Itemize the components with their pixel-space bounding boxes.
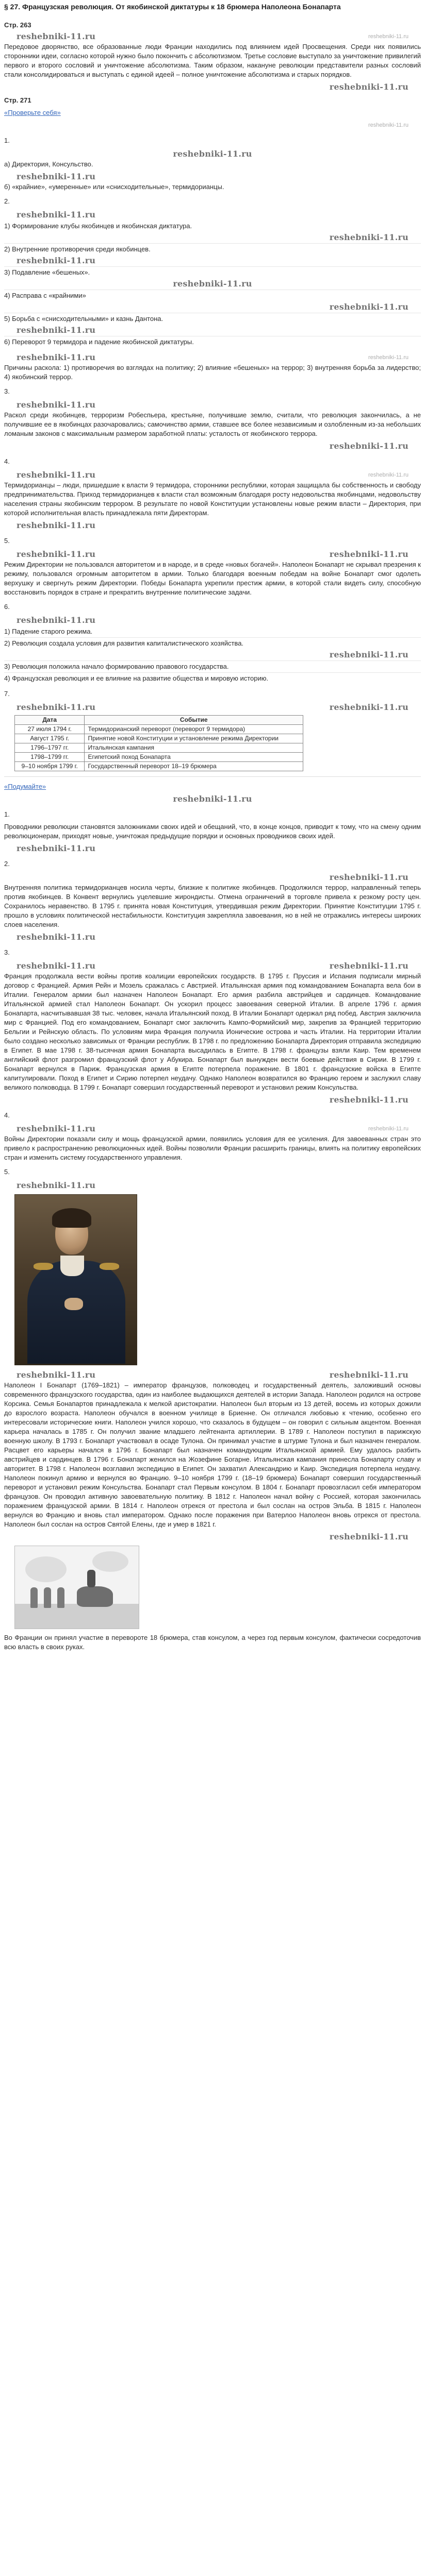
watermark: reshebniki-11.ru (329, 702, 408, 712)
watermark: reshebniki-11.ru (329, 1532, 408, 1541)
question-number: 2. (4, 197, 10, 205)
watermark: reshebniki-11.ru (329, 232, 408, 242)
question-number: 3. (4, 387, 10, 395)
watermark: reshebniki-11.ru (17, 1370, 96, 1380)
watermark: reshebniki-11.ru (329, 82, 408, 92)
table-cell-date: Август 1795 г. (15, 734, 85, 743)
question-number: 2. (4, 860, 10, 868)
watermark: reshebniki-11.ru (17, 210, 96, 219)
portrait-hair (52, 1208, 91, 1228)
table-cell-event: Итальянская кампания (85, 743, 303, 753)
table-row (15, 753, 303, 762)
table-row (15, 734, 303, 743)
table-header-event: Событие (85, 716, 303, 725)
watermark: reshebniki-11.ru (17, 352, 96, 362)
table-cell-event: Принятие новой Конституции и установление режима Директории (85, 734, 303, 743)
portrait-epaulette (34, 1263, 53, 1270)
sketch-smoke (92, 1551, 128, 1572)
watermark-row (4, 1531, 421, 1543)
watermark: reshebniki-11.ru (329, 549, 408, 559)
question-number: 6. (4, 603, 10, 611)
watermark-row (4, 440, 421, 452)
watermark-row (4, 931, 421, 943)
watermark-row (4, 232, 421, 243)
watermark: reshebniki-11.ru (329, 872, 408, 882)
sketch-horse (77, 1586, 113, 1607)
watermark: reshebniki-11.ru (329, 1095, 408, 1105)
watermark: reshebniki-11.ru (173, 149, 252, 159)
watermark-row (4, 209, 421, 221)
watermark-row (4, 278, 421, 290)
watermark: reshebniki-11.ru (17, 520, 96, 530)
list-item: 3) Революция положила начало формированию правового государства. (4, 660, 421, 672)
check-yourself-link[interactable]: «Проверьте себя» (4, 109, 61, 116)
watermark-row (4, 469, 421, 481)
watermark: reshebniki-11.ru (173, 279, 252, 289)
dates-table (14, 715, 303, 771)
answer-text: Франция продолжала вести войны против коалиции европейских государств. В 1795 г. Пруссия и Испания подписали мирный договор с Францией. Армия Рейн и Мозель сражалась с Австрией. Итальянская армия под командованием Бонапарта вела бои в Италии. Генералом армии был назначен Наполеон Бонапарт. Его армия разбила австрийцев и сардинцев. Командование Итальянской армией стал Наполеон Бонапарт. Он ускорил процесс завоевания северной Италии. В апреле 1796 г. армия Бонапарта, насчитывавшая 38 тыс. человек, начала Итальянский поход. В Италии Бонапарт одержал ряд побед. Австрия заключила мир с Францией. Под его командованием, Бонапарт смог заключить Кампо-Формийский мир, закрепив за Францией территорию Бельгии и Рейнскую область. По условиям мира Франция получила Ионические острова и часть Италии. На территории Италии было создано несколько зависимых от Франции республик. В 1798 г. по предложению Бонапарта Директория отправила экспедицию в Египет. В мае 1798 г. 38-тысячная армия Бонапарта высадилась в Египте. В 1798 г. французы взяли Каир. Тем временем английский флот разгромил французский флот у Абукира. Бонапарт был вынужден вести боевые действия в Сирии. В 1799 г. Бонапарт вернулся в Париж. Французская армия в Египте потерпела поражение. В 1801 г. французские войска в Египте капитулировали. Поход в Египет и Сирию потерпел неудачу. Однако Наполеон возвратился во Францию героем и заслужил славу великого полководца. В 1799 г. Бонапарт совершил государственный переворот и установил режим Консульства. (4, 972, 421, 1091)
table-header-date: Дата (15, 716, 85, 725)
watermark: reshebniki-11.ru (17, 615, 96, 625)
watermark: reshebniki-11.ru (17, 325, 96, 335)
portrait-collar (60, 1256, 84, 1276)
watermark-row (4, 649, 421, 660)
list-item: 5) Борьба с «снисходительными» и казнь Дантона. (4, 313, 421, 325)
watermark: reshebniki-11.ru (329, 302, 408, 312)
question-number: 1. (4, 810, 10, 818)
watermark-row (4, 1094, 421, 1106)
table-cell-date: 27 июля 1794 г. (15, 725, 85, 734)
watermark-row (4, 255, 421, 266)
answer-text: Термидорианцы – люди, пришедшие к власти 9 термидора, сторонники республики, которая защищала бы собственность и свободу предпринимательства. Приход термидорианцев к власти стал возможным благодаря росту недовольства якобинцами, недовольству населения страны якобинским террором. В результате по новой Конституции установлены новые режим власти – Директория, при которой исполнительная власть принадлежала пяти Директорам. (4, 481, 421, 517)
watermark: reshebniki-11.ru (17, 843, 96, 853)
portrait-coat (27, 1261, 125, 1364)
watermark-row (4, 352, 421, 363)
watermark-row (4, 399, 421, 411)
watermark-row (4, 702, 421, 713)
table-cell-date: 9–10 ноября 1799 г. (15, 762, 85, 771)
watermark: reshebniki-11.ru (329, 441, 408, 451)
list-item: 2) Внутренние противоречия среди якобинцев. (4, 243, 421, 255)
list-item: 2) Революция создала условия для развития капиталистического хозяйства. (4, 637, 421, 649)
portrait-epaulette (100, 1263, 119, 1270)
list-item: 3) Подавление «бешеных». (4, 266, 421, 278)
table-cell-event: Государственный переворот 18–19 брюмера (85, 762, 303, 771)
answer-text: Во Франции он принял участие в перевороте 18 брюмера, став консулом, а через год первым консулом, фактически сосредоточив всю власть в своих руках. (4, 1634, 421, 1651)
watermark: reshebniki-11.ru (17, 470, 96, 480)
watermark: reshebniki-11.ru (17, 549, 96, 559)
table-cell-date: 1798–1799 гг. (15, 753, 85, 762)
watermark-row (4, 1369, 421, 1381)
watermark: reshebniki-11.ru (17, 932, 96, 942)
watermark-row (4, 843, 421, 854)
table-cell-date: 1796–1797 гг. (15, 743, 85, 753)
list-item: 4) Расправа с «крайними» (4, 290, 421, 301)
question-number: 7. (4, 690, 10, 698)
watermark-row (4, 520, 421, 531)
table-row (15, 762, 303, 771)
watermark: reshebniki-11.ru (17, 400, 96, 410)
watermark-row (4, 81, 421, 93)
table-row (15, 743, 303, 753)
answer-text: Раскол среди якобинцев, терроризм Робеспьера, крестьяне, получившие землю, считали, что революция закончилась, а не получившие ее в якобинцах разочаровались; самочинство армии, ставшее все более независимым и озлобленным из-за небольших ломаным законов с максимальным размером заработной платы: усталость от якобинского террора. (4, 411, 421, 437)
answer-list (4, 221, 421, 348)
think-link[interactable]: «Подумайте» (4, 783, 46, 790)
watermark: reshebniki-11.ru (329, 650, 408, 659)
list-item: 1) Падение старого режима. (4, 628, 93, 635)
watermark-row (4, 31, 421, 42)
watermark: reshebniki-11.ru (17, 1124, 96, 1133)
watermark-row (4, 615, 421, 626)
list-item: 1) Формирование клубы якобинцев и якобинская диктатура. (4, 222, 192, 230)
watermark-small: reshebniki-11.ru (368, 1126, 408, 1132)
watermark-small: reshebniki-11.ru (368, 472, 408, 478)
sketch-smoke (25, 1556, 67, 1582)
portrait-hand (64, 1298, 83, 1310)
watermark-row (4, 325, 421, 336)
list-item: 6) Переворот 9 термидора и падение якобинской диктатуры. (4, 336, 421, 348)
watermark: reshebniki-11.ru (329, 1370, 408, 1380)
table-cell-event: Термидорианский переворот (переворот 9 термидора) (85, 725, 303, 734)
answer-list (4, 626, 421, 684)
watermark-row (4, 872, 421, 883)
watermark: reshebniki-11.ru (173, 794, 252, 804)
answer-text: Передовое дворянство, все образованные люди Франции находились под влиянием идей Просвещения. Среди них появились сторонники идеи, согласно которой нужно было покончить с абсолютизмом. Третье сословие выступало за уничтожение привилегий первого и второго сословий и уничтожение абсолютизма. Таким образом, накануне революции представители разных сословий стали консолидироваться и выступать с единой идеей – полное уничтожение абсолютизма и старых порядков. (4, 43, 421, 78)
watermark-row (4, 1123, 421, 1134)
answer-text: Причины раскола: 1) противоречия во взглядах на политику; 2) влияние «бешеных» на террор; 3) внутренняя борьба за лидерство; 4) якобинский террор. (4, 364, 421, 381)
page-ref-271: Стр. 271 (4, 96, 31, 104)
watermark: reshebniki-11.ru (17, 702, 96, 712)
watermark-row (4, 120, 421, 131)
question-number: 4. (4, 457, 10, 465)
list-item: 4) Французская революция и ее влияние на развитие общества и мировую историю. (4, 672, 421, 684)
watermark-small: reshebniki-11.ru (368, 33, 408, 40)
watermark: reshebniki-11.ru (17, 256, 96, 265)
table-row (15, 725, 303, 734)
answer-text: Наполеон I Бонапарт (1769–1821) – император французов, полководец и государственный деятель, заложивший основы современного французского государства, один из наиболее выдающихся деятелей в истории Запада. Наполеон родился на острове Корсика. Семья Бонапартов принадлежала к мелкой аристократии. Наполеон был вторым из 13 детей, восемь из которых дожили до взрослого возраста. Наполеон обучался в военном училище в Бриенне. Он отличался любовью к чтению, особенно его интересовали исторические книги. Наполеон учился хорошо, что сказалось в будущем – он говорил с сильным акцентом. Военная карьера началась в 1785 г. Он получил звание младшего лейтенанта артиллерии. В 1789 г. Наполеон поступил в парижскую военную школу. В 1793 г. Бонапарт участвовал в осаде Тулона. Он принимал участие в штурме Тулона и был назначен генералом. Расцвет его карьеры начался в 1796 г. Бонапарт был назначен командующим Итальянской армией. Ему удалось разбить австрийцев и сардинцев. В 1796 г. Бонапарт женился на Жозефине Богарне. Итальянская кампания принесла Бонапарту славу и авторитет. В 1798 г. Наполеон возглавил экспедицию в Египет. Он захватил Александрию и Каир. Экспедиция потерпела неудачу. Наполеон покинул армию и вернулся во Францию. 9–10 ноября 1799 г. (18–19 брюмера) Бонапарт совершил государственный переворот и установил режим Консульства. Бонапарт стал Первым консулом. В 1804 г. Бонапарт провозгласил себя императором французов. Он проводил активную завоевательную политику. В 1812 г. Наполеон начал войну с Россией, которая закончилась поражением французской армии. В 1814 г. Наполеон отрекся от престола и был сослан на остров Эльба. В 1815 г. Наполеон вернулся во Францию и вновь стал императором. Однако после поражения при Ватерлоо Наполеон вновь отрекся от престола. Наполеон был сослан на остров Святой Елены, где и умер в 1821 г. (4, 1381, 421, 1528)
watermark-row (4, 960, 421, 972)
answer-text: Войны Директории показали силу и мощь французской армии, появились условия для ее усиления. Для завоеванных стран это привело к распространению революционных идей. Войны позволили Франции расширить границы, влиять на политику европейских стран и изменить систему государственного управления. (4, 1135, 421, 1161)
watermark-row (4, 793, 421, 805)
sketch-rider (87, 1570, 95, 1587)
sketch-figure (30, 1587, 38, 1608)
table-header-row (15, 716, 303, 725)
watermark: reshebniki-11.ru (329, 961, 408, 971)
page-title: § 27. Французская революция. От якобинской диктатуры к 18 брюмера Наполеона Бонапарта (4, 3, 341, 11)
napoleon-portrait-image (14, 1194, 137, 1365)
answer-text: Внутренняя политика термидорианцев носила черты, близкие к политике якобинцев. Продолжился террор, направленный теперь против якобинцев. В Конвент вернулись уцелевшие жирондисты. Отмена ограничений в торговле привела к резкому росту цен. Сохранилось неравенство. В 1795 г. принята новая Конституция, утвердившая режим Директории. Принятие Конституции 1795 г. прошло в условиях политической нестабильности. Конституция закрепляла завоевания, но в ней не отражались интересы широких слоев населения. (4, 884, 421, 928)
watermark: reshebniki-11.ru (17, 31, 96, 41)
watermark: reshebniki-11.ru (17, 172, 96, 181)
watermark-row (4, 171, 421, 182)
watermark-row (4, 301, 421, 313)
watermark: reshebniki-11.ru (17, 961, 96, 971)
divider (4, 776, 421, 777)
watermark: reshebniki-11.ru (17, 1180, 96, 1190)
question-number: 5. (4, 537, 10, 545)
battle-sketch-image (14, 1546, 139, 1629)
question-number: 4. (4, 1111, 10, 1119)
page-ref-263: Стр. 263 (4, 21, 31, 29)
watermark-small: reshebniki-11.ru (368, 354, 408, 361)
watermark-row (4, 549, 421, 560)
answer-line: а) Директория, Консульство. (4, 160, 93, 168)
question-number: 5. (4, 1168, 10, 1176)
watermark-row (4, 148, 421, 160)
answer-text: Проводники революции становятся заложниками своих идей и обещаний, что, в конце концов, приводит к тому, что на смену одним революционерам, приходят новые, уничтожая предыдущие порядки и основных проводников своих идей. (4, 823, 421, 840)
question-number: 3. (4, 948, 10, 956)
watermark-row (4, 1180, 421, 1191)
question-number: 1. (4, 137, 10, 144)
sketch-figure (44, 1587, 51, 1608)
answer-text: Режим Директории не пользовался авторитетом и в народе, и в среде «новых богачей». Наполеон Бонапарт не скрывал презрения к режиму, пользовался огромным авторитетом в армии. Только благодаря военным победам на войне Бонапарт смог одолеть верхушку и свергнуть режим Директории. Победы Бонапарта укрепили престиж армии, в которой стали видеть силу, способную восстановить порядок в стране и прекратить внутренние политические задачи. (4, 561, 421, 596)
sketch-figure (57, 1587, 64, 1608)
table-cell-event: Египетский поход Бонапарта (85, 753, 303, 762)
watermark-small: reshebniki-11.ru (368, 122, 408, 128)
answer-line: б) «крайние», «умеренные» или «снисходительные», термидорианцы. (4, 183, 224, 191)
